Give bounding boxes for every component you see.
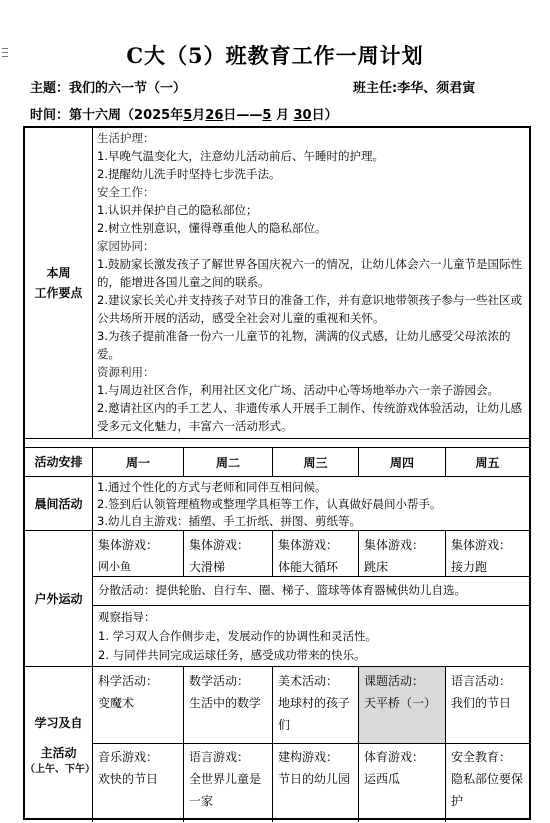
group-game-cell: 集体游戏： 体能大循环 bbox=[273, 531, 359, 576]
month-end: 5 bbox=[262, 108, 272, 123]
focus-line: 1.早晚气温变化大，注意幼儿活动前后、午睡时的护理。 bbox=[97, 149, 384, 163]
day-separator: 日—— bbox=[223, 108, 263, 123]
day-header: 周四 bbox=[359, 448, 446, 476]
outdoor-label: 户外运动 bbox=[25, 531, 93, 666]
day-header: 周三 bbox=[273, 448, 359, 476]
day-header: 周一 bbox=[93, 448, 184, 476]
observation-title: 观察指导： bbox=[98, 610, 156, 624]
weekly-focus-label: 本周 工作要点 bbox=[25, 128, 93, 438]
focus-line: 1.与周边社区合作，利用社区文化广场、活动中心等场地举办六一亲子游园会。 bbox=[97, 383, 499, 397]
focus-line: 家园协同： bbox=[97, 239, 155, 253]
weekly-focus-section bbox=[25, 128, 529, 439]
group-game-cell: 集体游戏： 大滑梯 bbox=[184, 531, 273, 576]
free-play-text: 分散活动：提供轮胎、自行车、圈、梯子、篮球等体育器械供幼儿自选。 bbox=[93, 576, 529, 606]
learning-cell: 语言游戏： 全世界儿童是一家 bbox=[184, 743, 273, 822]
focus-line: 安全工作： bbox=[97, 185, 155, 199]
observation-block bbox=[93, 608, 529, 665]
learning-label: 学习及自 主活动 （上午、下午） bbox=[25, 667, 93, 822]
focus-line: 2.邀请社区内的手工艺人、非遗传承人开展手工制作、传统游戏体验活动，让幼儿感受多元文化魅力，丰富六一活动形式。 bbox=[97, 401, 522, 433]
teacher-row bbox=[353, 77, 475, 96]
plan-table bbox=[23, 126, 531, 820]
morning-label: 晨间活动 bbox=[25, 477, 93, 530]
learning-cell: 美术活动： 地球村的孩子们 bbox=[273, 667, 359, 743]
teacher-label: 班主任: bbox=[353, 81, 398, 96]
focus-line: 1.认识并保护自己的隐私部位； bbox=[97, 203, 258, 217]
learning-cell: 数学活动： 生活中的数学 bbox=[184, 667, 273, 743]
page-title: C大（5）班教育工作一周计划 bbox=[126, 43, 424, 68]
learning-section bbox=[25, 667, 529, 822]
group-game-cell: 集体游戏： 网小鱼 bbox=[93, 531, 184, 576]
theme-row bbox=[30, 77, 186, 96]
month-char-2: 月 bbox=[271, 108, 294, 123]
group-game-cell: 集体游戏： 跳床 bbox=[359, 531, 446, 576]
morning-content bbox=[93, 477, 529, 530]
morning-line: 2.签到后认领管理植物或整理学具柜等工作，认真做好晨间小帮手。 bbox=[97, 497, 442, 511]
learning-cell: 音乐游戏： 欢快的节日 bbox=[93, 743, 184, 822]
focus-line: 2.建议家长关心并支持孩子对节日的准备工作，并有意识地带领孩子参与一些社区或公共场所开展的活动，感受全社会对儿童的重视和关怀。 bbox=[97, 293, 522, 325]
day-header: 周二 bbox=[184, 448, 273, 476]
weekly-focus-content bbox=[93, 128, 529, 438]
observation-line: 1. 学习双人合作侧步走，发展动作的协调性和灵活性。 bbox=[98, 629, 378, 643]
focus-line: 资源利用： bbox=[97, 365, 155, 379]
month-char: 月 bbox=[192, 108, 206, 123]
focus-line: 3.为孩子提前准备一份六一儿童节的礼物，满满的仪式感，让幼儿感受父母浓浓的爱。 bbox=[97, 329, 511, 361]
schedule-label: 活动安排 bbox=[25, 448, 93, 476]
morning-line: 1.通过个性化的方式与老师和同伴互相问候。 bbox=[97, 480, 327, 494]
morning-line: 3.幼儿自主游戏：插塑、手工折纸、拼图、剪纸等。 bbox=[97, 514, 361, 528]
learning-cell: 科学活动： 变魔术 bbox=[93, 667, 184, 743]
learning-cell-highlighted: 课题活动： 天平桥（一） bbox=[359, 667, 446, 743]
observation-line: 2. 与同伴共同完成运球任务，感受成功带来的快乐。 bbox=[98, 648, 366, 662]
schedule-header-row bbox=[25, 447, 529, 477]
group-game-cell: 集体游戏： 接力跑 bbox=[451, 538, 512, 574]
learning-cell: 安全教育： 隐私部位要保护 bbox=[451, 750, 524, 808]
theme-label: 主题： bbox=[30, 81, 70, 96]
morning-section bbox=[25, 477, 529, 531]
focus-line: 2.树立性别意识，懂得尊重他人的隐私部位。 bbox=[97, 221, 327, 235]
theme-value: 我们的六一节（一） bbox=[69, 81, 187, 96]
day-header: 周五 bbox=[475, 455, 500, 470]
year-text: 2025年 bbox=[134, 108, 184, 123]
month-start: 5 bbox=[183, 108, 193, 123]
focus-line: 生活护理： bbox=[97, 131, 155, 145]
learning-cell: 语言活动： 我们的节日 bbox=[451, 674, 512, 710]
day-end: 30 bbox=[293, 108, 312, 123]
time-label: 时间： bbox=[30, 108, 70, 123]
learning-cell: 建构游戏： 节日的幼儿园 bbox=[273, 743, 359, 822]
day-start: 26 bbox=[205, 108, 224, 123]
learning-cell: 体育游戏： 运西瓜 bbox=[359, 743, 446, 822]
week-text: 第十六周（ bbox=[69, 108, 135, 123]
focus-line: 1.鼓励家长激发孩子了解世界各国庆祝六一的情况，让幼儿体会六一儿童节是国际性的，能增进各国儿童之间的联系。 bbox=[97, 257, 522, 289]
time-row bbox=[30, 104, 338, 123]
date-close: 日） bbox=[311, 108, 338, 123]
focus-line: 2.提醒幼儿洗手时坚持七步洗手法。 bbox=[97, 167, 281, 181]
teacher-value: 李华、须君寅 bbox=[397, 81, 476, 96]
outdoor-section bbox=[25, 531, 529, 667]
